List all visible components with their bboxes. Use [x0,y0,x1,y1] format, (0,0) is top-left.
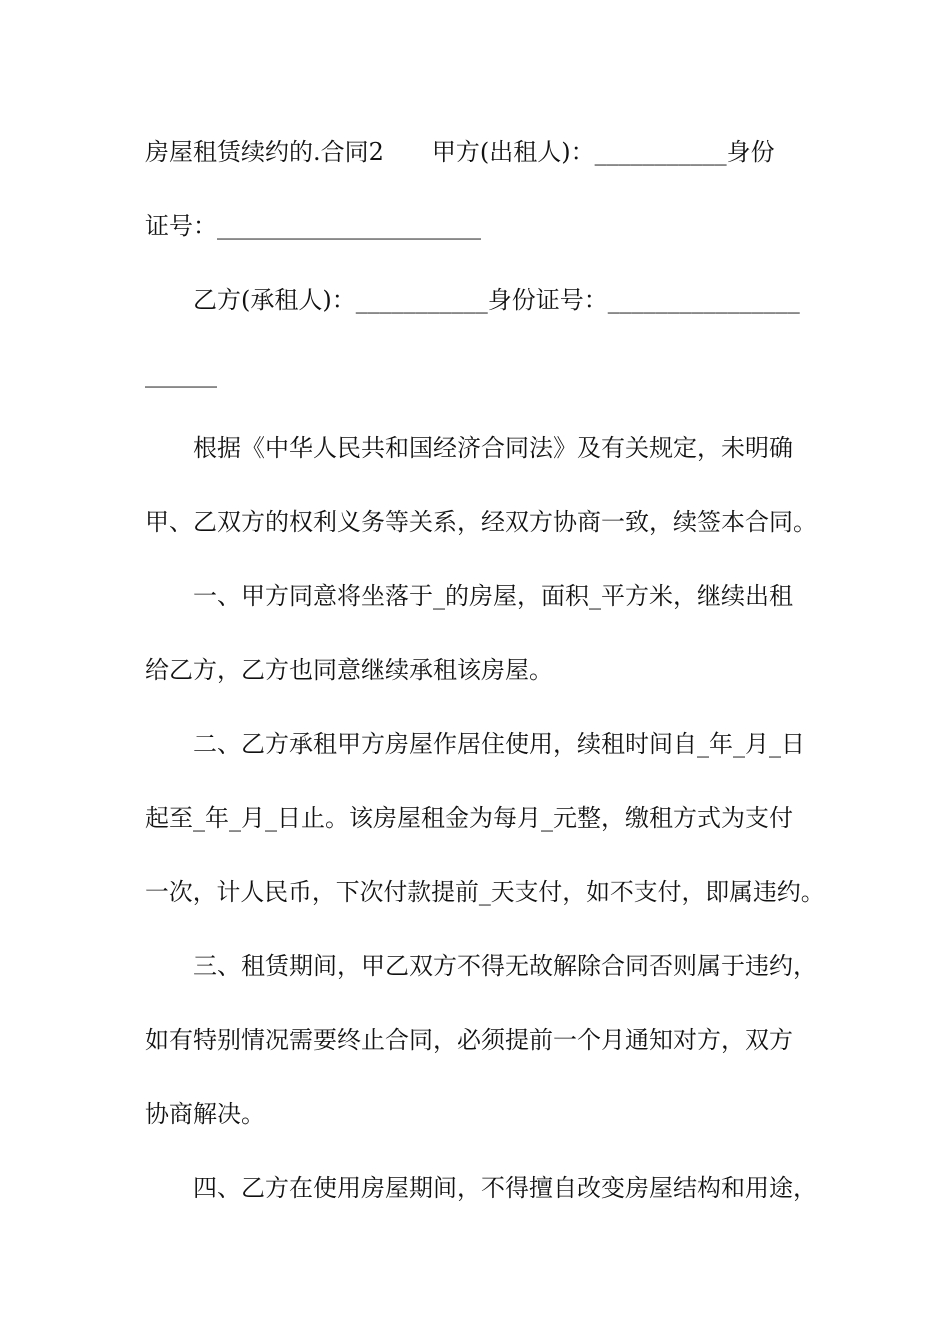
clause-2-line-1: 二、乙方承租甲方房屋作居住使用，续租时间自_年_月_日 [193,730,805,758]
party-a-id-line: 证号：______________________ [145,212,481,240]
clause-1-line-2: 给乙方，乙方也同意继续承租该房屋。 [145,656,553,684]
party-b-id-continuation: ______ [145,360,217,388]
clause-3-line-1: 三、租赁期间，甲乙双方不得无故解除合同否则属于违约， [193,952,817,980]
clause-2-line-3: 一次，计人民币，下次付款提前_天支付，如不支付，即属违约。 [145,878,825,906]
party-b-line: 乙方(承租人)：___________身份证号：________________ [193,286,800,314]
clause-2-line-2: 起至_年_月_日止。该房屋租金为每月_元整，缴租方式为支付 [145,804,793,832]
clause-3-line-3: 协商解决。 [145,1100,265,1128]
clause-4-line-1: 四、乙方在使用房屋期间，不得擅自改变房屋结构和用途， [193,1174,817,1202]
preamble-line-1: 根据《中华人民共和国经济合同法》及有关规定，未明确 [193,434,793,462]
contract-title-line: 房屋租赁续约的.合同2 甲方(出租人)：___________身份 [145,138,775,166]
clause-1-line-1: 一、甲方同意将坐落于_的房屋，面积_平方米，继续出租 [193,582,793,610]
preamble-line-2: 甲、乙双方的权利义务等关系，经双方协商一致，续签本合同。 [145,508,817,536]
clause-3-line-2: 如有特别情况需要终止合同，必须提前一个月通知对方，双方 [145,1026,793,1054]
